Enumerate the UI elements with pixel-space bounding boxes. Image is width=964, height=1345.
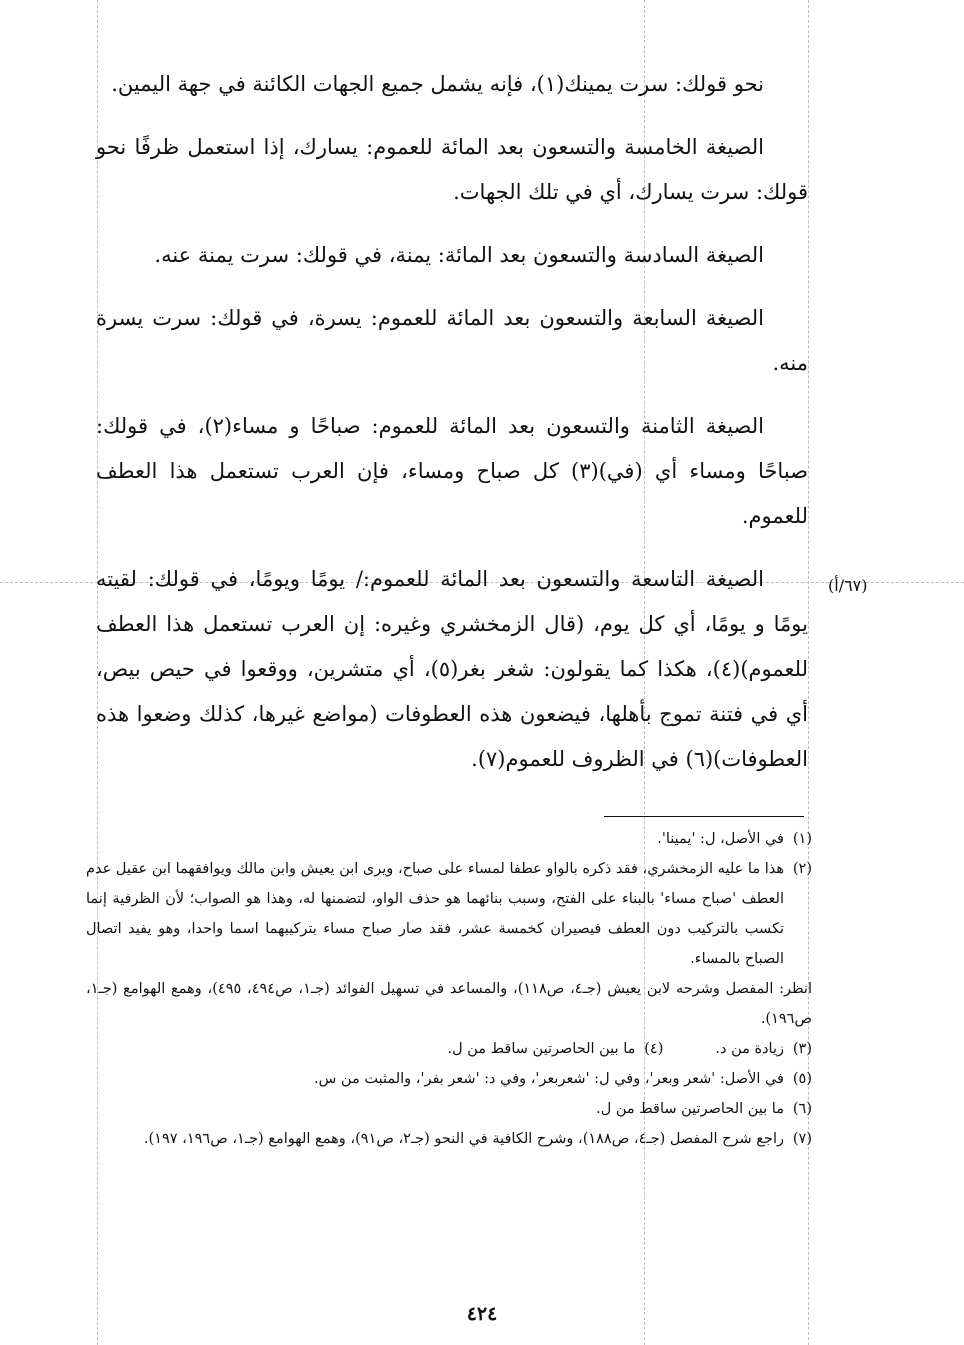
page-number: ٤٢٤ xyxy=(466,1303,498,1325)
footnote-number: (٣) xyxy=(792,1041,812,1057)
footnote xyxy=(86,1124,812,1154)
page-body xyxy=(96,62,808,800)
footnote xyxy=(86,824,812,854)
footnote-number: (٢) xyxy=(792,861,812,877)
footnote-text: في الأصل: 'شعر وبعر'، وفي ل: 'شعربعر'، وفي د: 'شعر بفر'، والمثبت من س. xyxy=(314,1071,784,1087)
footnote xyxy=(715,1034,812,1064)
footnotes xyxy=(86,824,812,1154)
footnote-text: ما بين الحاصرتين ساقط من ل. xyxy=(596,1101,784,1117)
footnote-text: في الأصل، ل: 'يمينا'. xyxy=(657,831,784,847)
body-paragraph: الصيغة الخامسة والتسعون بعد المائة للعموم: يسارك، إذا استعمل ظرفًا نحو قولك: سرت يسارك، أي في تلك الجهات. xyxy=(96,135,808,204)
footnote xyxy=(86,1064,812,1094)
footnote-divider xyxy=(604,816,804,817)
footnote-number: (٥) xyxy=(792,1071,812,1087)
body-paragraph: نحو قولك: سرت يمينك(١)، فإنه يشمل جميع الجهات الكائنة في جهة اليمين. xyxy=(111,72,764,96)
footnote-text: راجع شرح المفصل (جـ٤، ص١٨٨)، وشرح الكافية في النحو (جـ٢، ص٩١)، وهمع الهوامع (جـ١، ص١٩٦، ١٩٧). xyxy=(143,1131,784,1147)
footnote xyxy=(448,1034,664,1064)
footnote-number: (٤) xyxy=(644,1041,664,1057)
footnote-number: (٦) xyxy=(792,1101,812,1117)
footnote-pair xyxy=(86,1034,812,1064)
manuscript-folio-ref: (٦٧/أ) xyxy=(828,576,868,595)
footnote-number: (١) xyxy=(792,831,812,847)
footnote-number: (٧) xyxy=(792,1131,812,1147)
body-paragraph: الصيغة السادسة والتسعون بعد المائة: يمنة، في قولك: سرت يمنة عنه. xyxy=(154,243,764,267)
body-paragraph: الصيغة السابعة والتسعون بعد المائة للعموم: يسرة، في قولك: سرت يسرة منه. xyxy=(96,306,808,375)
body-paragraph: الصيغة الثامنة والتسعون بعد المائة للعموم: صباحًا و مساء(٢)، في قولك: صباحًا ومساء أي (في)(٣) كل صباح ومساء، فإن العرب تستعمل هذا العطف للعموم. xyxy=(96,414,808,528)
footnote-text: هذا ما عليه الزمخشري، فقد ذكره بالواو عطفا لمساء على صباح، ويرى ابن يعيش وابن مالك ويوافقهما ابن عقيل عدم العطف 'صباح مساء' بالبناء على الفتح، وسبب بنائهما هو حذف الواو، لتضمنها له، وهذا هو الصواب؛ لأن الظرفية إنما تكسب بالتركيب دون العطف فيصيران كخمسة عشر، فقد صار صباح مساء بتركيبهما اسما واحدا، وهو يفيد اتصال الصباح بالمساء. xyxy=(86,861,784,967)
footnote xyxy=(86,1094,812,1124)
body-paragraph: الصيغة التاسعة والتسعون بعد المائة للعموم:/ يومًا ويومًا، في قولك: لقيته يومًا و يومًا، أي كل يوم، (قال الزمخشري وغيره: إن العرب تستعمل هذا العطف للعموم)(٤)، هكذا كما يقولون: شغر بغر(٥)، أي متشرين، ووقعوا في حيص بيص، أي في فتنة تموج بأهلها، فيضعون هذه العطوفات (مواضع غيرها، كذلك وضعوا هذه العطوفات)(٦) في الظروف للعموم(٧). xyxy=(96,567,808,771)
footnote-text: ما بين الحاصرتين ساقط من ل. xyxy=(447,1041,636,1057)
footnote-text: زيادة من د. xyxy=(715,1041,784,1057)
footnote-reference: انظر: المفصل وشرحه لابن يعيش (جـ٤، ص١١٨)، والمساعد في تسهيل الفوائد (جـ١، ص٤٩٤، ٤٩٥)، وهمع الهوامع (جـ١، ص١٩٦). xyxy=(86,981,812,1027)
footnote xyxy=(86,854,812,974)
